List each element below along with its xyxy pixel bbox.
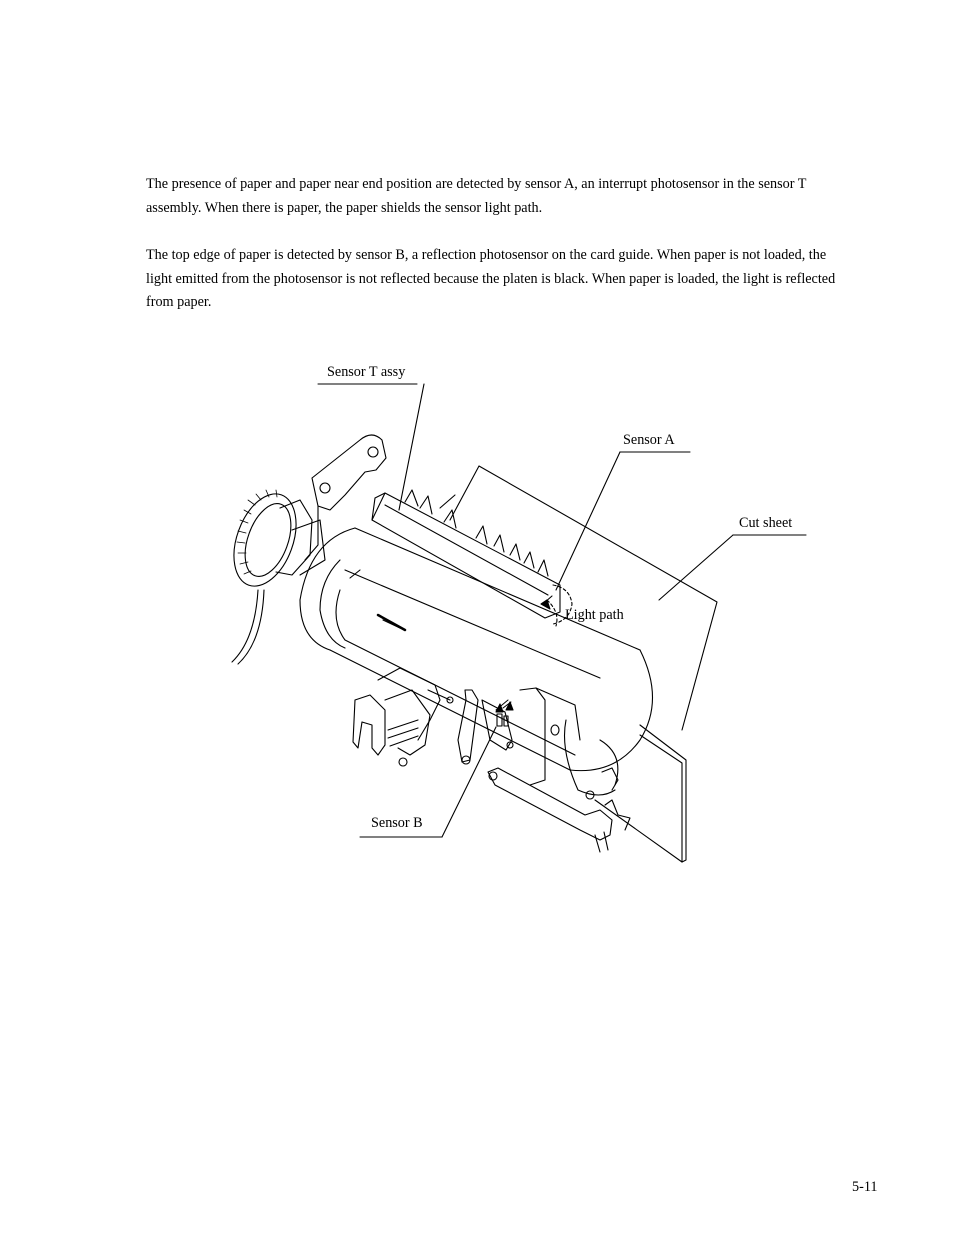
- label-sensor-a: Sensor A: [623, 432, 675, 448]
- sensor-a-leader: [556, 452, 620, 590]
- paragraph-paper-presence: The presence of paper and paper near end position are detected by sensor A, an interrupt photosensor in the sensor T assembly. When there is paper, the paper shields the sensor light path.: [146, 176, 807, 216]
- page-number: 5-11: [852, 1179, 878, 1195]
- callout-lines: [318, 384, 806, 837]
- label-sensor-b: Sensor B: [371, 815, 423, 831]
- paragraph-top-edge-detection: The top edge of paper is detected by sensor B, a reflection photosensor on the card guide. When paper is not loaded, the light emitted from the photosensor is not reflected because the platen is black. When paper is loaded, the light is reflected from paper.: [146, 247, 836, 310]
- left-frame-bracket: [305, 435, 386, 560]
- label-cut-sheet: Cut sheet: [739, 515, 793, 531]
- sensor-b-bracket: [458, 690, 513, 764]
- label-sensor-t-assy: Sensor T assy: [327, 364, 406, 380]
- sensor-t-assy: [372, 490, 560, 618]
- label-light-path: Light path: [565, 607, 624, 623]
- tractor-lever-assembly: [353, 668, 453, 766]
- platen-knob: [222, 485, 325, 664]
- right-frame-lever: [488, 688, 630, 852]
- cut-sheet-paper: [450, 466, 717, 862]
- sensor-b-leader: [442, 727, 496, 837]
